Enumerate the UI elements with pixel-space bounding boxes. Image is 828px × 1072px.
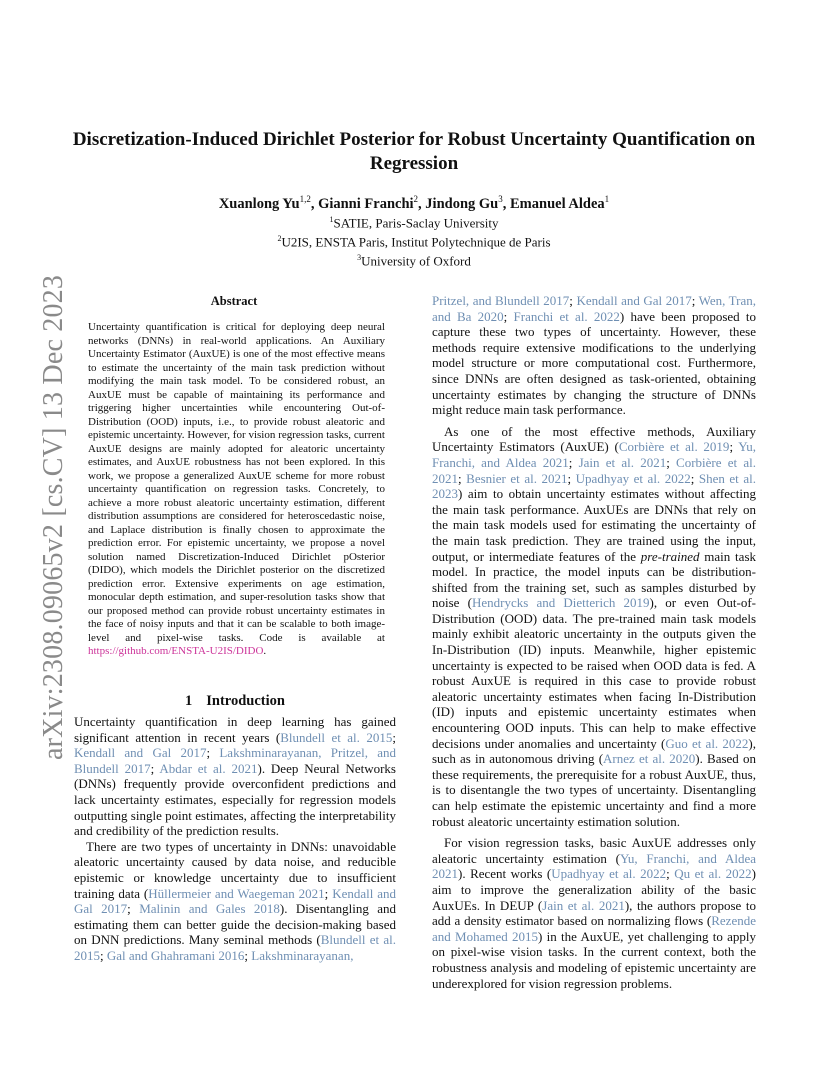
citation-link[interactable]: Yu, Franchi, and Aldea 2021 xyxy=(432,850,756,882)
citation-link[interactable]: Corbière et al. 2019 xyxy=(618,439,730,455)
affiliation-line xyxy=(60,231,768,250)
citation-link[interactable]: Besnier et al. 2021 xyxy=(466,470,568,486)
citation-link[interactable]: Abdar et al. 2021 xyxy=(159,760,258,776)
author-affiliation-mark: 1,2 xyxy=(299,194,311,204)
citation-link[interactable]: Wen, Tran, and Ba 2020 xyxy=(432,293,756,324)
section-number: 1 xyxy=(185,693,193,709)
code-link[interactable]: https://github.com/ENSTA-U2IS/DIDO xyxy=(88,645,264,657)
affiliation-mark: 1 xyxy=(329,215,334,224)
citation-link[interactable]: Hüllermeier and Waegeman 2021 xyxy=(148,885,325,901)
author-name: Xuanlong Yu xyxy=(218,195,300,212)
author-list: Xuanlong Yu$^{1,2}$, Gianni Franchi$^2$, Jindong Gu$^3$, Emanuel Aldea$^1$ xyxy=(218,194,610,212)
citation-link[interactable]: Upadhyay et al. 2022 xyxy=(575,470,691,486)
citation-link[interactable]: Guo et al. 2022 xyxy=(665,735,749,751)
citation-link[interactable]: Hendrycks and Dietterich 2019 xyxy=(471,595,650,611)
citation-link[interactable]: Kendall and Gal 2017 xyxy=(74,885,397,917)
citation-link[interactable]: Malinin and Gales 2018 xyxy=(139,901,280,917)
citation-link[interactable]: Shen et al. 2023 xyxy=(432,470,756,502)
citation-link[interactable]: Arnez et al. 2020 xyxy=(603,751,696,767)
abstract-text: Uncertainty quantification is critical for deploying deep neural networks (DNNs) in real-world applications. An Auxiliary Uncertainty Estimator (AuxUE) is one of the most effective means to estimate the uncertainty of the main task prediction without modifying the main task model. To be considered robust, an AuxUE must be capable of maintaining its performance and triggering higher uncertainties while encountering Out-of-Distribution (OOD) inputs, i.e., to provide robust aleatoric and epistemic uncertainty. However, for vision regression tasks, current AuxUE designs are mainly adopted for aleatoric uncertainty estimates, and AuxUE robustness has not been explored. In this work, we propose a generalized AuxUE scheme for more robust uncertainty quantification on regression tasks. Concretely, to achieve a more robust aleatoric uncertainty estimation, different distribution assumptions are considered for heteroscedastic noise, and Laplace distribution is finally chosen to approximate the prediction error. For epistemic uncertainty, we propose a novel solution named Discretization-Induced Dirichlet pOsterior (DIDO), which models the Dirichlet posterior on the discretized prediction error. Extensive experiments on age estimation, monocular depth estimation, and super-resolution tasks show that our proposed method can provide robust uncertainty estimates in the face of noisy inputs and that it can be scalable to both image-level and pixel-wise tasks. Code is available at xyxy=(88,321,385,644)
section-title: Introduction xyxy=(206,693,285,709)
abstract-heading: Abstract xyxy=(210,294,258,308)
arxiv-identifier-text: arXiv:2308.09065v2 [cs.CV] 13 Dec 2023 xyxy=(38,274,69,760)
section-heading xyxy=(74,693,396,710)
affiliation-line xyxy=(60,250,768,269)
author-name: Emanuel Aldea xyxy=(510,195,605,212)
abstract-end: . xyxy=(263,645,267,657)
citation-link[interactable]: Gal and Ghahramani 2016 xyxy=(106,947,245,963)
author-affiliation-mark: 1 xyxy=(604,194,610,204)
emphasis-text: pre-trained xyxy=(640,548,700,564)
citation-link[interactable]: Pritzel, and Blundell 2017 xyxy=(432,293,570,308)
citation-link[interactable]: Blundell et al. 2015 xyxy=(280,729,393,745)
affiliation-line xyxy=(60,212,768,231)
paragraph: There are two types of uncertainty in DNNs: unavoidable aleatoric uncertainty caused by data noise, and reducible epistemic or knowledge uncertainty due to insufficient training data (Hüllermeier and Waegeman 2021; Kendall and Gal 2017; Malinin and Gales 2018). Disentangling and estimating them can better guide the decision-making based on DNN predictions. Many seminal methods (Blundell et al. 2015; Gal and Ghahramani 2016; Lakshminarayanan, xyxy=(74,838,397,963)
affiliation-text: University of Oxford xyxy=(361,252,471,268)
citation-link[interactable]: Lakshminarayanan, Pritzel, and Blundell 2017 xyxy=(74,745,396,776)
author-name: Jindong Gu xyxy=(425,195,499,212)
citation-link[interactable]: Rezende and Mohamed 2015 xyxy=(432,913,756,944)
affiliation-mark: 3 xyxy=(357,252,362,262)
citation-link[interactable]: Lakshminarayanan, xyxy=(251,947,354,963)
citation-link[interactable]: Jain et al. 2021 xyxy=(542,897,625,913)
paragraph: As one of the most effective methods, Auxiliary Uncertainty Estimators (AuxUE) (Corbière et al. 2019; Yu, Franchi, and Aldea 2021; Jain et al. 2021; Corbière et al. 2021; Besnier et al. 2021; Upadhyay et al. 2022; Shen et al. 2023) aim to obtain uncertainty estimates without affecting the main task performance. AuxUEs are DNNs that rely on the main task models used for estimating the uncertainty of the main task prediction. They are trained using the input, output, or intermediate features of the pre-trained main task model. In practice, the model inputs can be distribution-shifted from the training set, such as samples disturbed by noise (Hendrycks and Dietterich 2019), or even Out-of-Distribution (OOD) data. The pre-trained main task models mainly exhibit aleatoric uncertainty in the outputs given the In-Distribution (ID) inputs. Meanwhile, higher epistemic uncertainty is expected to be raised when OOD data is fed. A robust AuxUE is required in this case to provide robust aleatoric uncertainty estimates when facing In-Distribution (ID) inputs and epistemic uncertainty estimates when encountering OOD inputs. This can help to make effective decisions under anomalies and uncertainty (Guo et al. 2022), such as in autonomous driving (Arnez et al. 2020). Based on these requirements, the prerequisite for a robust AuxUE, thus, is to disentangle the two types of uncertainty. Disentangling can help estimate the epistemic uncertainty and find a more robust aleatoric uncertainty estimation solution. xyxy=(432,423,757,829)
paragraph: For vision regression tasks, basic AuxUE addresses only aleatoric uncertainty estimation (Yu, Franchi, and Aldea 2021). Recent works (Upadhyay et al. 2022; Qu et al. 2022) aim to improve the generalization ability of the basic AuxUEs. In DEUP (Jain et al. 2021), the authors propose to add a density estimator based on normalizing flows (Rezende and Mohamed 2015) in the AuxUE, yet challenging to apply on pixel-wise vision tasks. In the current context, both the robustness analysis and modeling of epistemic uncertainty are underexplored for vision regression problems. xyxy=(432,835,757,991)
citation-link[interactable]: Jain et al. 2021 xyxy=(578,454,667,470)
author-affiliation-mark: 3 xyxy=(498,194,503,204)
paragraph: Pritzel, and Blundell 2017; Kendall and Gal 2017; Wen, Tran, and Ba 2020; Franchi et al. 2022) have been proposed to capture these two types of uncertainty. However, these methods require extensive modifications to the underlying model structure or more computational cost. Furthermore, since DNNs are often designed as task-oriented, obtaining uncertainty estimates by changing the structure of DNNs might reduce main task performance. xyxy=(432,293,756,418)
citation-link[interactable]: Kendall and Gal 2017 xyxy=(576,293,692,308)
affiliation-list xyxy=(60,212,768,268)
right-column-body xyxy=(432,293,756,991)
citation-link[interactable]: Qu et al. 2022 xyxy=(674,866,752,882)
affiliation-mark: 2 xyxy=(277,233,282,243)
citation-link[interactable]: Franchi et al. 2022 xyxy=(513,308,620,324)
citation-link[interactable]: Kendall and Gal 2017 xyxy=(74,745,207,761)
citation-link[interactable]: Blundell et al. 2015 xyxy=(74,932,396,963)
affiliation-text: SATIE, Paris-Saclay University xyxy=(333,215,499,231)
affiliation-text: U2IS, ENSTA Paris, Institut Polytechnique de Paris xyxy=(281,234,551,250)
author-affiliation-mark: 2 xyxy=(413,194,419,204)
citation-link[interactable]: Upadhyay et al. 2022 xyxy=(551,866,667,882)
citation-link[interactable]: Corbière et al. 2021 xyxy=(432,454,756,486)
author-name: Gianni Franchi xyxy=(318,195,414,212)
abstract-body xyxy=(88,321,385,659)
left-column-body xyxy=(74,714,396,964)
citation-link[interactable]: Yu, Franchi, and Aldea 2021 xyxy=(432,439,756,470)
paper-title: Discretization-Induced Dirichlet Posterior for Robust Uncertainty Quantification on Regression xyxy=(72,129,756,174)
paragraph: Uncertainty quantification in deep learning has gained significant attention in recent years (Blundell et al. 2015; Kendall and Gal 2017; Lakshminarayanan, Pritzel, and Blundell 2017; Abdar et al. 2021). Deep Neural Networks (DNNs) frequently provide overconfident predictions and lack uncertainty estimates, especially for regression models outputting single point estimates, affecting the interpretability and credibility of the prediction results. xyxy=(74,714,396,839)
